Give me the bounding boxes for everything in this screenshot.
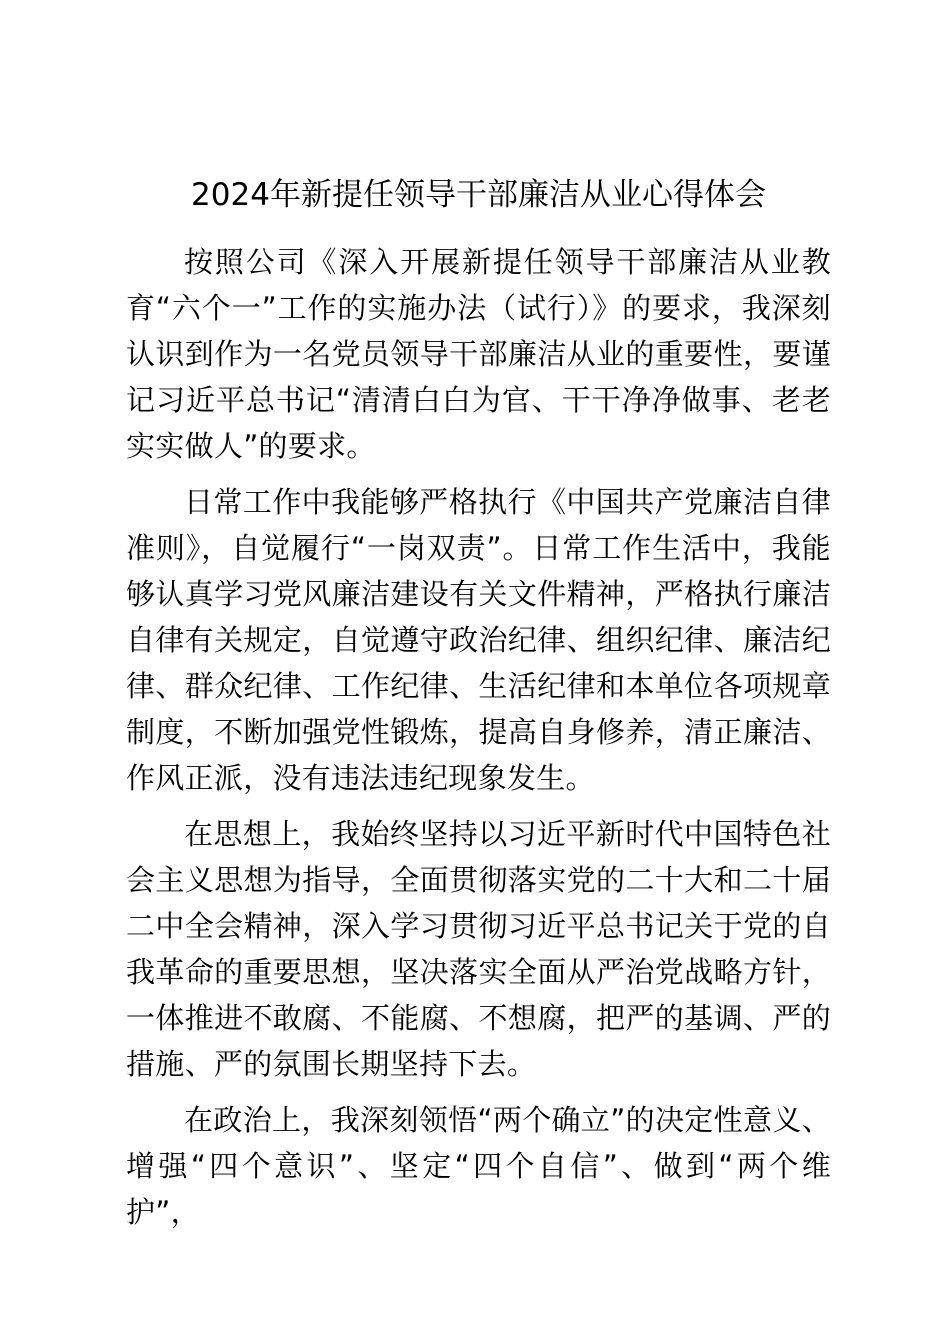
document-title: 2024年新提任领导干部廉洁从业心得体会 <box>191 177 766 213</box>
document-body <box>126 239 831 1245</box>
paragraph-2: 日常工作中我能够严格执行《中国共产党廉洁自律准则》，自觉履行“一岗双责”。日常工作生活中，我能够认真学习党风廉洁建设有关文件精神，严格执行廉洁自律有关规定，自觉遵守政治纪律、组织纪律、廉洁纪律、群众纪律、工作纪律、生活纪律和本单位各项规章制度，不断加强党性锻炼，提高自身修养，清正廉洁、作风正派，没有违法违纪现象发生。 <box>126 485 831 795</box>
paragraph-1: 按照公司《深入开展新提任领导干部廉洁从业教育“六个一”工作的实施办法（试行）》的要求，我深刻认识到作为一名党员领导干部廉洁从业的重要性，要谨记习近平总书记“清清白白为官、干干净净做事、老老实实做人”的要求。 <box>126 245 831 463</box>
paragraph-4: 在政治上，我深刻领悟“两个确立”的决定性意义、增强“四个意识”、坚定“四个自信”、做到“两个维护”， <box>126 1103 831 1229</box>
paragraph-3: 在思想上，我始终坚持以习近平新时代中国特色社会主义思想为指导，全面贯彻落实党的二十大和二十届二中全会精神，深入学习贯彻习近平总书记关于党的自我革命的重要思想，坚决落实全面从严治党战略方针，一体推进不敢腐、不能腐、不想腐，把严的基调、严的措施、严的氛围长期坚持下去。 <box>126 817 831 1081</box>
